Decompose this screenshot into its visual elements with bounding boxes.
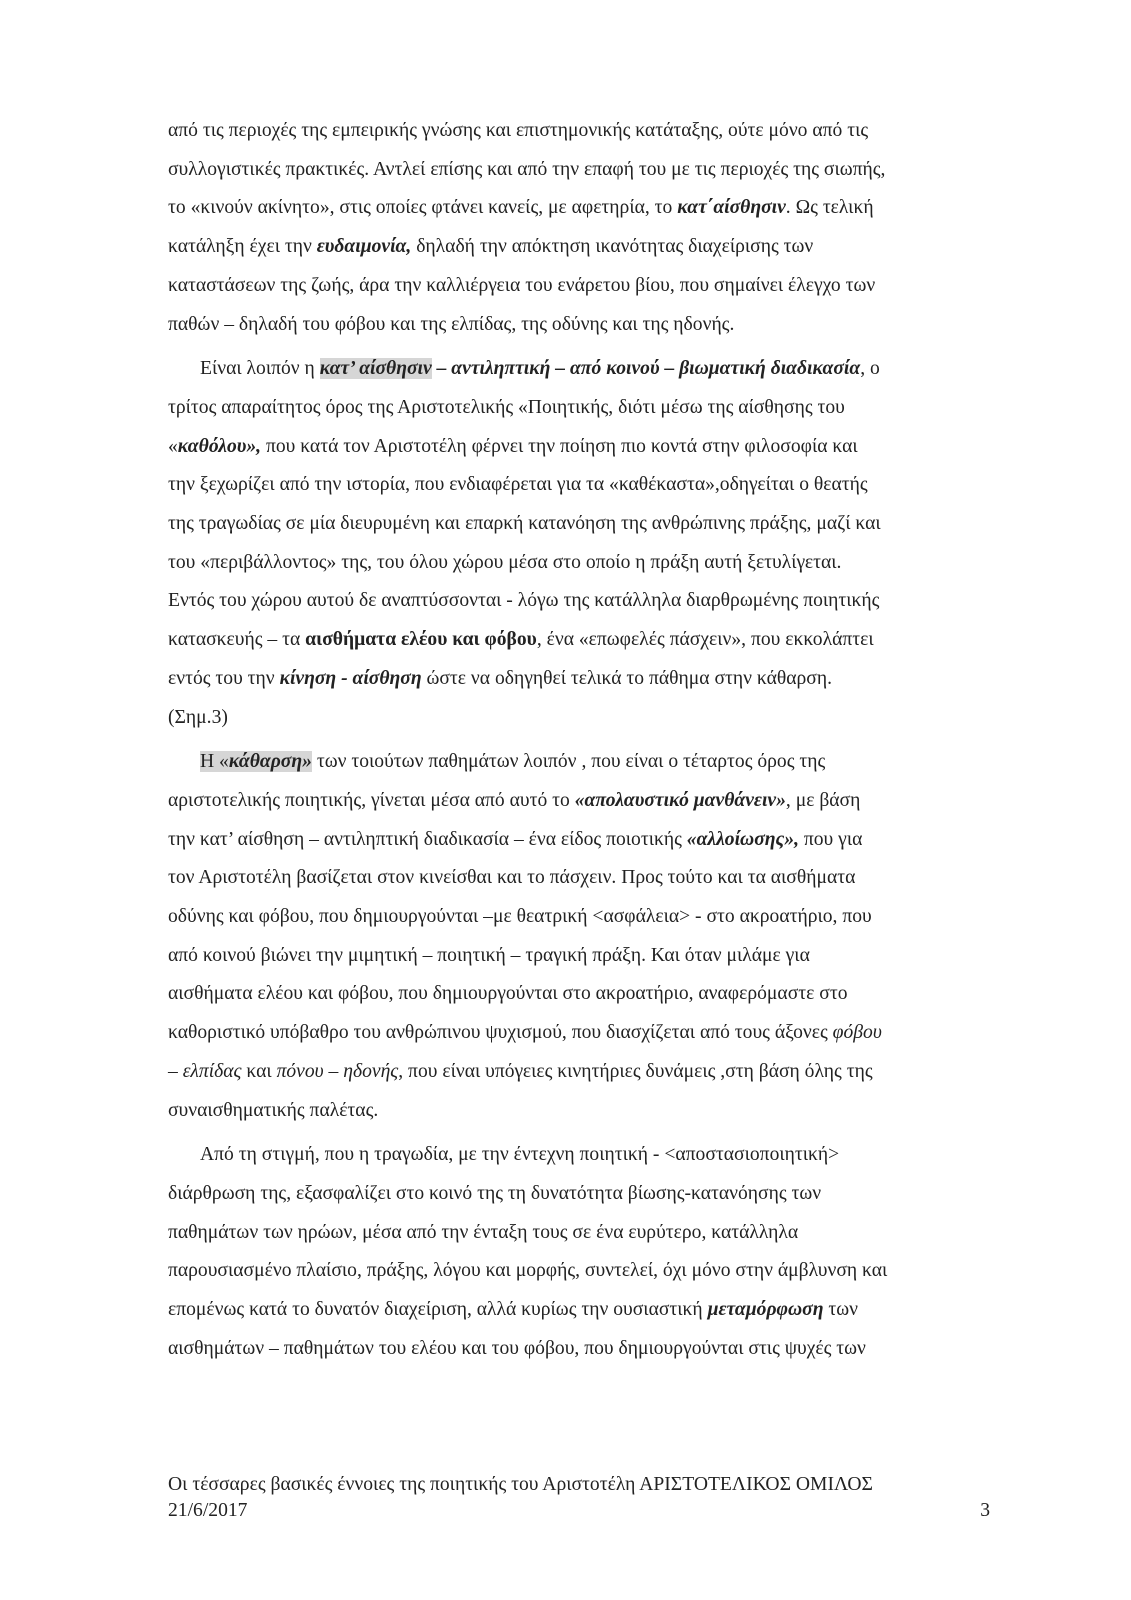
text-line [168, 1092, 990, 1131]
text-line [168, 1136, 990, 1175]
text-run: παρουσιασμένο πλαίσιο, πράξης, λόγου και μορφής, συντελεί, όχι μόνο στην άμβλυνση και [168, 1260, 888, 1282]
text-run: από τις περιοχές της εμπειρικής γνώσης και επιστημονικής κατάταξης, ούτε μόνο από τις [168, 120, 869, 141]
text-run: επομένως κατά το δυνατόν διαχείριση, αλλά κυρίως την ουσιαστική [168, 1299, 708, 1321]
text-run: ευδαιμονία, [316, 236, 412, 258]
footer-row [168, 1498, 990, 1524]
text-line [168, 1175, 990, 1214]
text-line [168, 306, 990, 345]
text-run: ώστε να οδηγηθεί τελικά το πάθημα στην κάθαρση. [421, 667, 832, 689]
document-body [168, 112, 990, 1375]
text-run: που κατά τον Αριστοτέλη φέρνει την ποίηση πιο κοντά στην φιλοσοφία και [261, 435, 858, 457]
text-line [168, 621, 990, 660]
text-run: την ξεχωρίζει από την ιστορία, που ενδιαφέρεται για τα «καθέκαστα»,οδηγείται ο θεατής [168, 474, 868, 496]
text-run: μεταμόρφωση [707, 1299, 824, 1321]
footer-date: 21/6/2017 [168, 1500, 248, 1521]
text-run: που για [798, 828, 863, 850]
text-run: Εντός του χώρου αυτού δε αναπτύσσονται - λόγω της κατάλληλα διαρθρωμένης ποιητικής [168, 590, 880, 612]
text-line [168, 699, 990, 738]
text-run: τον Αριστοτέλη βασίζεται στον κινείσθαι και το πάσχειν. Προς τούτο και τα αισθήματα [168, 867, 856, 889]
text-run: τρίτος απαραίτητος όρος της Αριστοτελικής «Ποιητικής, διότι μέσω της αίσθησης του [168, 396, 845, 418]
text-run: καθοριστικό υπόβαθρο του ανθρώπινου ψυχισμού, που διασχίζεται από τους άξονες [168, 1022, 833, 1044]
text-run: κίνηση - αίσθηση [279, 667, 422, 689]
text-run: « [168, 435, 178, 457]
text-line [168, 582, 990, 621]
text-run: από κοινού βιώνει την μιμητική – ποιητική – τραγική πράξη. Και όταν μιλάμε για [168, 944, 810, 966]
text-run: διάρθρωση της, εξασφαλίζει στο κοινό της τη δυνατότητα βίωσης-κατανόησης των [168, 1182, 822, 1204]
text-run: Είναι λοιπόν η [200, 358, 320, 380]
text-run: του «περιβάλλοντος» της, του όλου χώρου μέσα στο οποίο η πράξη αυτή ξετυλίγεται. [168, 551, 842, 573]
text-run: καθόλου», [177, 435, 262, 457]
text-run: Από τη στιγμή, που η τραγωδία, με την έντεχνη ποιητική - <αποστασιοποιητική> [200, 1144, 840, 1166]
text-run: αισθήματα ελέου και φόβου, που δημιουργούνται στο ακροατήριο, αναφερόμαστε στο [168, 983, 848, 1005]
text-line [168, 228, 990, 267]
text-run: παθών – δηλαδή του φόβου και της ελπίδας, της οδύνης και της ηδονής. [168, 313, 735, 335]
text-line [168, 1014, 990, 1053]
paragraph [168, 350, 990, 737]
text-run: της τραγωδίας σε μία διευρυμένη και επαρκή κατανόηση της ανθρώπινης πράξης, μαζί και [168, 513, 881, 535]
text-line [168, 466, 990, 505]
text-line [168, 189, 990, 228]
text-line [168, 743, 990, 782]
text-run: «απολαυστικό μανθάνειν» [574, 789, 786, 811]
text-run: παθημάτων των ηρώων, μέσα από την ένταξη τους σε ένα ευρύτερο, κατάλληλα [168, 1221, 799, 1243]
paragraph [168, 1136, 990, 1368]
text-line [168, 898, 990, 937]
text-line [168, 505, 990, 544]
text-run: την κατ’ αίσθηση – αντιληπτική διαδικασία – ένα είδος ποιοτικής [168, 828, 687, 850]
highlighted-text: κατ’ αίσθησιν [319, 358, 432, 380]
text-line [168, 782, 990, 821]
text-run: (Σημ.3) [168, 706, 228, 728]
text-run: των τοιούτων παθημάτων λοιπόν , που είναι ο τέταρτος όρος της [311, 751, 826, 773]
text-run: , που είναι υπόγειες κινητήριες δυνάμεις ,στη βάση όλης της [398, 1060, 873, 1082]
text-line [168, 428, 990, 467]
text-run: , με βάση [785, 789, 861, 811]
highlighted-text: κάθαρση» [228, 751, 312, 773]
text-line [168, 151, 990, 190]
page-number: 3 [980, 1500, 990, 1521]
text-line [168, 821, 990, 860]
text-run: , ένα «επωφελές πάσχειν», που εκκολάπτει [536, 629, 874, 651]
text-run: αισθήματα ελέου και φόβου [305, 629, 537, 651]
footer-title: Οι τέσσαρες βασικές έννοιες της ποιητικής του Αριστοτέλη ΑΡΙΣΤΟΤΕΛΙΚΟΣ ΟΜΙΛΟΣ [168, 1474, 873, 1495]
paragraph [168, 112, 990, 344]
text-line [168, 1252, 990, 1291]
text-line [168, 389, 990, 428]
text-line [168, 859, 990, 898]
text-run: το «κινούν ακίνητο», στις οποίες φτάνει κανείς, με αφετηρία, το [168, 197, 678, 219]
text-line [168, 112, 990, 151]
text-run: δηλαδή την απόκτηση ικανότητας διαχείρισης των [411, 236, 814, 258]
text-line [168, 937, 990, 976]
text-run: εντός του την [168, 667, 280, 689]
text-run: συλλογιστικές πρακτικές. Αντλεί επίσης και από την επαφή του με τις περιοχές της σιωπής, [168, 158, 886, 180]
text-run: κατασκευής – τα [168, 629, 306, 651]
text-line [168, 544, 990, 583]
text-run: και [241, 1060, 277, 1082]
text-run: φόβου [832, 1022, 882, 1044]
text-line [168, 1214, 990, 1253]
text-line [168, 1053, 990, 1092]
text-run: πόνου – ηδονής [276, 1060, 399, 1082]
text-run: οδύνης και φόβου, που δημιουργούνται –με θεατρική <ασφάλεια> - στο ακροατήριο, που [168, 906, 872, 928]
text-run: καταστάσεων της ζωής, άρα την καλλιέργεια του ενάρετου βίου, που σημαίνει έλεγχο των [168, 274, 876, 296]
text-run: συναισθηματικής παλέτας. [168, 1099, 379, 1121]
text-run: . Ως τελική [785, 197, 874, 219]
text-run: – ελπίδας [168, 1060, 242, 1082]
text-line [168, 1330, 990, 1369]
text-run: κατάληξη έχει την [168, 236, 317, 258]
text-run: , ο [860, 358, 880, 380]
text-run: αισθημάτων – παθημάτων του ελέου και του φόβου, που δημιουργούνται στις ψυχές των [168, 1337, 866, 1359]
text-run: αριστοτελικής ποιητικής, γίνεται μέσα από αυτό το [168, 789, 575, 811]
text-line [168, 350, 990, 389]
highlighted-text: Η « [200, 751, 229, 773]
text-run: των [823, 1299, 859, 1321]
paragraph [168, 743, 990, 1130]
text-line [168, 267, 990, 306]
text-run: «αλλοίωσης», [686, 828, 799, 850]
text-run: κατ΄αίσθησιν [677, 197, 786, 219]
text-run: – αντιληπτική – από κοινού – βιωματική διαδικασία [431, 358, 861, 380]
page-footer [168, 1472, 990, 1524]
text-line [168, 1291, 990, 1330]
text-line [168, 660, 990, 699]
text-line [168, 975, 990, 1014]
